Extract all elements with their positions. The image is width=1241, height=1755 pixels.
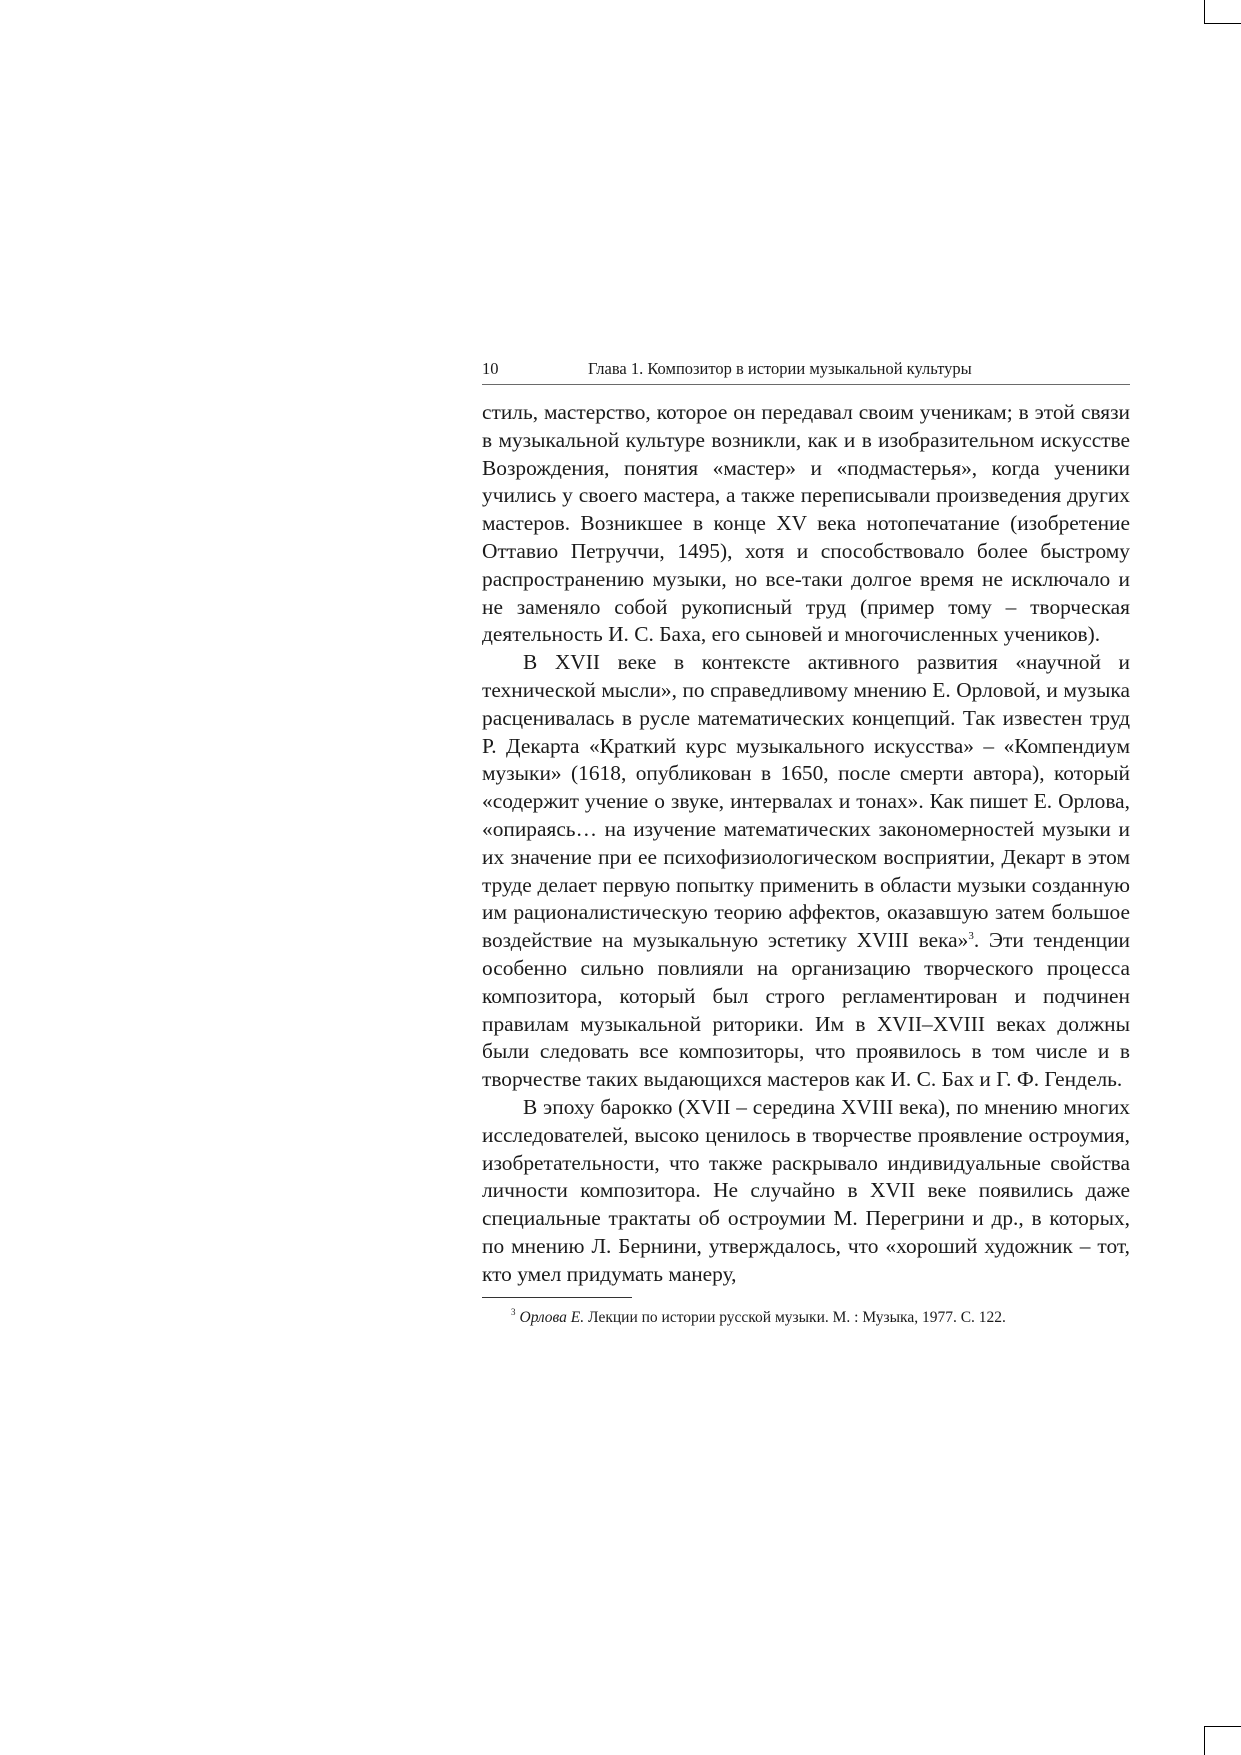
chapter-title: Глава 1. Композитор в истории музыкальной культуры — [588, 359, 972, 378]
footnote-author: Орлова Е. — [519, 1308, 585, 1326]
crop-mark-top-horizontal — [1204, 23, 1241, 24]
footnote-separator — [482, 1297, 632, 1298]
crop-mark-bottom-horizontal — [1204, 1726, 1241, 1727]
running-header — [482, 356, 1130, 385]
paragraph-text: В эпоху барокко (XVII – середина XVIII века), по мнению многих исследователей, высоко ценилось в творчестве проявление остроумия, изобретательности, что также раскрывало индивидуальные свойства личности композитора. Не случайно в XVII веке появились даже специальные трактаты об остроумии М. Перегрини и др., в которых, по мнению Л. Бернини, утверждалось, что «хороший художник – тот, кто умел придумать манеру, — [482, 1094, 1130, 1286]
body-text — [482, 399, 1130, 1289]
paragraph-1 — [482, 399, 1130, 649]
paragraph-text: В XVII веке в контексте активного развития «научной и технической мысли», по справедливому мнению Е. Орловой, и музыка расценивалась в русле математических концепций. Так известен труд Р. Декарта «Краткий курс музыкального искусства» – «Компендиум музыки» (1618, опубликован в 1650, после смерти автора), который «содержит учение о звуке, интервалах и тонах». Как пишет Е. Орлова, «опираясь… на изучение математических закономерностей музыки и их значение при ее психофизиологическом восприятии, Декарт в этом труде делает первую попытку применить в области музыки созданную им рационалистическую теорию аффектов, оказавшую затем большое воздействие на музыкальную эстетику XVIII века» — [482, 650, 1130, 953]
footnote-number: 3 — [511, 1307, 516, 1318]
crop-mark-top-vertical — [1204, 0, 1205, 24]
paragraph-text: . Эти тенденции особенно сильно повлияли на организацию творческого процесса композитора, который был строго регламентирован и подчинен правилам музыкальной риторики. Им в XVII–XVIII веках должны были следовать все композиторы, что проявилось в том числе и в творчестве таких выдающихся мастеров как И. С. Бах и Г. Ф. Гендель. — [482, 928, 1130, 1092]
paragraph-3 — [482, 1094, 1130, 1289]
paragraph-text: стиль, мастерство, которое он передавал своим ученикам; в этой связи в музыкальной культуре возникли, как и в изобразительном искусстве Возрождения, понятия «мастер» и «подмастерья», когда ученики учились у своего мастера, а также переписывали произведения других мастеров. Возникшее в конце XV века нотопечатание (изобретение Оттавио Петруччи, 1495), хотя и способствовало более быстрому распространению музыки, но все-таки долгое время не исключало и не заменяло собой рукописный труд (пример тому – творческая деятельность И. С. Баха, его сыновей и многочисленных учеников). — [482, 400, 1130, 647]
page-number: 10 — [482, 359, 499, 378]
paragraph-2 — [482, 649, 1130, 1094]
footnote-reference[interactable]: 3 — [968, 930, 974, 943]
footnote — [482, 1308, 1130, 1328]
footnote-text: Лекции по истории русской музыки. М. : Музыка, 1977. С. 122. — [588, 1308, 1006, 1326]
book-page — [482, 356, 1130, 1328]
crop-mark-bottom-vertical — [1204, 1726, 1205, 1755]
